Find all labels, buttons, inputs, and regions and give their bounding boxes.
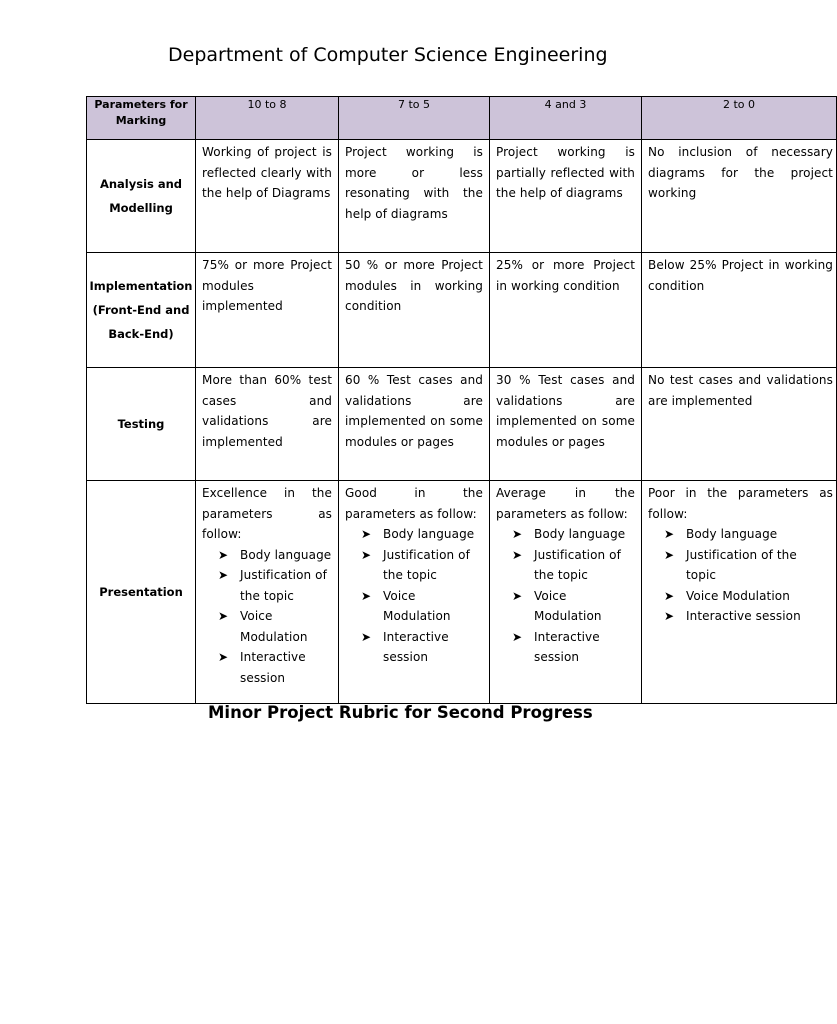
cell-text: No inclusion of necessary diagrams for the project working (648, 145, 833, 200)
rubric-cell (490, 481, 642, 704)
bullet-text: Body language (686, 527, 778, 541)
bullet-text: Interactive session (686, 609, 801, 623)
rubric-cell (339, 253, 490, 368)
parameter-cell: Testing (87, 368, 196, 481)
list-item (216, 565, 332, 606)
rubric-cell (642, 253, 837, 368)
arrow-bullet-icon: ➤ (361, 588, 372, 603)
header-row (87, 97, 837, 140)
arrow-bullet-icon: ➤ (664, 527, 675, 541)
arrow-bullet-icon: ➤ (512, 527, 523, 541)
rubric-cell (490, 140, 642, 253)
rubric-cell (642, 481, 837, 704)
table-row (87, 253, 837, 368)
rubric-cell (196, 140, 339, 253)
header-cell: 10 to 8 (196, 97, 339, 140)
list-item (359, 627, 483, 668)
table-caption: Minor Project Rubric for Second Progress (208, 703, 593, 722)
rubric-cell (642, 140, 837, 253)
bullet-list (202, 545, 332, 689)
page-title: Department of Computer Science Engineering (168, 44, 608, 66)
table-row (87, 140, 837, 253)
bullet-list (648, 524, 830, 627)
cell-text: Below 25% Project in working condition (648, 258, 833, 293)
bullet-text: Justification of the topic (534, 547, 621, 582)
bullet-text: Voice Modulation (383, 588, 451, 623)
list-item (216, 606, 332, 647)
list-item (662, 545, 830, 586)
parameter-cell: Presentation (87, 481, 196, 704)
list-item (216, 545, 332, 566)
bullet-text: Interactive session (383, 629, 449, 664)
header-cell: 2 to 0 (642, 97, 837, 140)
arrow-bullet-icon: ➤ (361, 629, 372, 644)
arrow-bullet-icon: ➤ (664, 609, 675, 623)
cell-text: 60 % Test cases and validations are implemented on some modules or pages (345, 373, 483, 449)
bullet-list (496, 524, 635, 668)
arrow-bullet-icon: ➤ (361, 527, 372, 541)
cell-text: 30 % Test cases and validations are implemented on some modules or pages (496, 373, 635, 449)
arrow-bullet-icon: ➤ (361, 547, 372, 562)
list-item (359, 524, 483, 545)
cell-text: No test cases and validations are implemented (648, 373, 833, 408)
list-item (662, 586, 830, 607)
list-item (662, 524, 830, 545)
cell-text: 75% or more Project modules implemented (202, 258, 332, 313)
rubric-cell (339, 481, 490, 704)
cell-text: Working of project is reflected clearly with the help of Diagrams (202, 145, 332, 200)
list-item (662, 606, 830, 627)
arrow-bullet-icon: ➤ (512, 629, 523, 644)
bullet-text: Interactive session (534, 629, 600, 664)
rubric-cell (196, 481, 339, 704)
arrow-bullet-icon: ➤ (218, 547, 229, 562)
bullet-text: Voice Modulation (686, 588, 790, 603)
bullet-text: Voice Modulation (534, 588, 602, 623)
bullet-text: Interactive session (240, 650, 306, 685)
header-cell: 4 and 3 (490, 97, 642, 140)
bullet-text: Voice Modulation (240, 609, 308, 644)
cell-text: Project working is partially reflected with the help of diagrams (496, 145, 635, 200)
rubric-cell (339, 368, 490, 481)
cell-intro: Good in the parameters as follow: (345, 486, 483, 521)
bullet-text: Body language (383, 527, 475, 541)
cell-intro: Average in the parameters as follow: (496, 486, 635, 521)
cell-text: 25% or more Project in working condition (496, 258, 635, 293)
rubric-table (86, 96, 837, 704)
rubric-cell (339, 140, 490, 253)
arrow-bullet-icon: ➤ (218, 650, 229, 664)
header-cell: Parameters for Marking (87, 97, 196, 140)
arrow-bullet-icon: ➤ (512, 547, 523, 562)
arrow-bullet-icon: ➤ (218, 568, 229, 582)
header-cell: 7 to 5 (339, 97, 490, 140)
cell-text: 50 % or more Project modules in working condition (345, 258, 483, 313)
arrow-bullet-icon: ➤ (512, 588, 523, 603)
rubric-cell (196, 253, 339, 368)
bullet-list (345, 524, 483, 668)
list-item (359, 545, 483, 586)
list-item (359, 586, 483, 627)
list-item (510, 524, 635, 545)
bullet-text: Body language (534, 527, 626, 541)
table-row (87, 481, 837, 704)
rubric-cell (490, 253, 642, 368)
cell-intro: Excellence in the parameters as follow: (202, 486, 332, 541)
rubric-cell (196, 368, 339, 481)
cell-intro: Poor in the parameters as follow: (648, 486, 833, 521)
list-item (510, 545, 635, 586)
bullet-text: Justification of the topic (240, 568, 327, 603)
rubric-cell (642, 368, 837, 481)
parameter-cell: Implementation (Front-End and Back-End) (87, 253, 196, 368)
arrow-bullet-icon: ➤ (664, 547, 675, 562)
parameter-cell: Analysis and Modelling (87, 140, 196, 253)
bullet-text: Body language (240, 547, 332, 562)
cell-text: Project working is more or less resonating with the help of diagrams (345, 145, 483, 221)
bullet-text: Justification of the topic (686, 547, 797, 582)
list-item (510, 586, 635, 627)
cell-text: More than 60% test cases and validations are implemented (202, 373, 332, 449)
arrow-bullet-icon: ➤ (218, 609, 229, 623)
list-item (216, 647, 332, 688)
list-item (510, 627, 635, 668)
arrow-bullet-icon: ➤ (664, 588, 675, 603)
table-row (87, 368, 837, 481)
bullet-text: Justification of the topic (383, 547, 470, 582)
rubric-cell (490, 368, 642, 481)
